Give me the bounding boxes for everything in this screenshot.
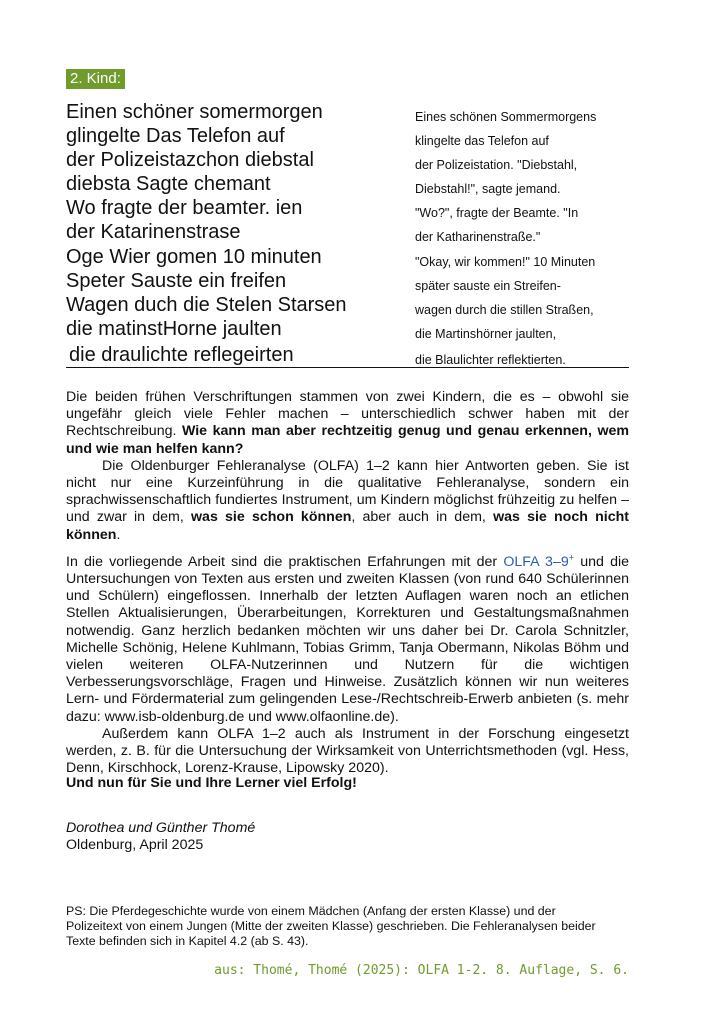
emphasis-can: was sie schon können [191, 509, 352, 526]
corrected-line: die Blaulichter reflektierten. [415, 352, 566, 367]
experience-text: In die vorliegende Arbeit sind die praktischen Erfahrungen mit der [66, 553, 498, 570]
closing-wish: Und nun für Sie und Ihre Lerner viel Erfolg! [66, 775, 357, 791]
olfa-text-end: . [116, 526, 121, 543]
author-names: Dorothea und Günther Thomé [66, 820, 256, 836]
original-line: Einen schöner somermorgen [66, 101, 323, 123]
research-paragraph: Außerdem kann OLFA 1–2 auch als Instrument in der Forschung eingesetzt werden, z. B. für die Untersuchung der Wirksamkeit von Unterrichtsmethoden (vgl. Hess, Denn, Kirschhock, Lorenz-Krause, Lipowsky 2020). [66, 725, 629, 777]
corrected-line: später sauste ein Streifen- [415, 278, 561, 293]
corrected-line: "Okay, wir kommen!" 10 Minuten [415, 254, 596, 269]
child-original-text [66, 100, 411, 367]
experience-paragraph [66, 554, 629, 726]
original-line: Wagen duch die Stelen Starsen [66, 293, 347, 316]
original-line: Speter Sauste ein freifen [66, 269, 287, 292]
place-date: Oldenburg, April 2025 [66, 837, 204, 853]
olfa-3-9-link-text: OLFA 3–9 [503, 553, 569, 570]
corrected-line: wagen durch die stillen Straßen, [415, 302, 594, 317]
emphasis-cannot: was sie noch nicht können [66, 509, 629, 543]
divider-line [66, 367, 629, 368]
signature-block [66, 820, 255, 854]
original-line: die matinstHorne jaulten [66, 317, 282, 340]
original-line: der Katarinenstrase [66, 221, 241, 244]
original-line: diebsta Sagte chemant [66, 173, 271, 196]
olfa-3-9-link[interactable] [503, 554, 574, 570]
corrected-line: der Katharinenstraße." [415, 230, 541, 245]
source-citation: aus: Thomé, Thomé (2025): OLFA 1-2. 8. Auflage, S. 6. [214, 963, 629, 978]
original-line: der Polizeistazchon diebstal [66, 149, 314, 172]
section-label-badge: 2. Kind: [66, 69, 125, 89]
body-text [66, 389, 629, 777]
corrected-line: "Wo?", fragte der Beamte. "In [415, 206, 579, 221]
postscript: PS: Die Pferdegeschichte wurde von einem Mädchen (Anfang der ersten Klasse) und der Polizeitext von einem Jungen (Mitte der zweiten Klasse) geschrieben. Die Fehleranalysen beider Texte befinden sich in Kapitel 4.2 (ab S. 43). [66, 904, 596, 949]
olfa-text: Die Oldenburger Fehleranalyse (OLFA) 1–2 kann hier Antworten geben. Sie ist nicht nur eine Kurzeinführung in die qualitative Fehleranalyse, sondern ein sprachwissenschaftlich fundiertes Instrument, um Kindern möglichst frühzeitig zu helfen – und zwar in dem, [66, 457, 629, 526]
corrected-line: Diebstahl!", sagte jemand. [415, 182, 561, 197]
intro-text: Die beiden frühen Verschriftungen stammen von zwei Kindern, die es – obwohl sie ungefähr gleich viele Fehler machen – unterschiedlich schwer haben mit der Rechtschreibung. [66, 389, 629, 440]
corrected-line: klingelte das Telefon auf [415, 134, 549, 149]
corrected-text [415, 105, 630, 372]
intro-question: Wie kann man aber rechtzeitig genug und genau erkennen, wem und wie man helfen kann? [66, 423, 629, 457]
experience-text-rest: und die Untersuchungen von Texten aus ersten und zweiten Klassen (von rund 640 Schülerinnen und Schülern) eingeflossen. Innerhalb der letzten Auflagen waren noch an etlichen Stellen Aktualisierungen, Überarbeitungen, Korrekturen und Gestaltungsmaßnahmen notwendig. Ganz herzlich bedanken möchten wir uns daher bei Dr. Carola Schnitzler, Michelle Schönig, Helene Kuhlmann, Tobias Grimm, Tanja Obermann, Nikolas Böhm und vielen weiteren OLFA-Nutzerinnen und Nutzern für die wichtigen Verbesserungsvorschläge, Fragen und Hinweise. Zusätzlich können wir nun weiteres Lern- und Fördermaterial zum gelingenden Lese-/Rechtschreib-Erwerb anbieten (s. mehr dazu: www.isb-oldenburg.de und www.olfaonline.de). [66, 553, 630, 725]
original-line: Oge Wier gomen 10 minuten [66, 245, 322, 268]
corrected-line: die Martinshörner jaulten, [415, 326, 557, 341]
olfa-text-mid: , aber auch in dem, [351, 509, 486, 526]
intro-paragraph [66, 389, 629, 458]
original-line: Wo fragte der beamter. ien [66, 197, 303, 220]
olfa-paragraph [66, 458, 629, 544]
original-line: die draulichte reflegeirten [69, 343, 294, 366]
olfa-3-9-plus: + [568, 552, 574, 563]
original-line: glingelte Das Telefon auf [66, 125, 285, 148]
corrected-line: Eines schönen Sommermorgens [415, 110, 597, 124]
corrected-line: der Polizeistation. "Diebstahl, [415, 158, 578, 173]
